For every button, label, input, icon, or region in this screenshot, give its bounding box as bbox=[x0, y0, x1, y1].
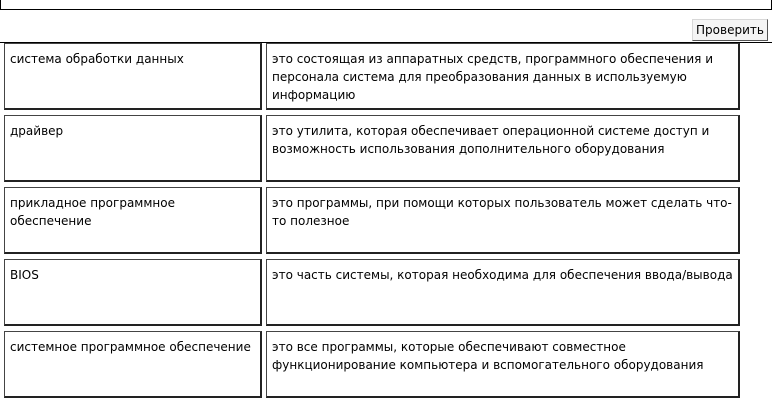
definition-card[interactable]: это часть системы, которая необходима для обеспечения ввода/вывода bbox=[266, 259, 740, 326]
term-card[interactable]: прикладное программное обеспечение bbox=[4, 187, 262, 254]
definition-card[interactable]: это все программы, которые обеспечивают совместное функционирование компьютера и вспомогательного оборудования bbox=[266, 331, 740, 398]
definition-card[interactable]: это утилита, которая обеспечивает операционной системе доступ и возможность использования дополнительного оборудования bbox=[266, 115, 740, 182]
check-button[interactable]: Проверить bbox=[692, 19, 768, 41]
action-bar bbox=[0, 10, 772, 43]
definition-card[interactable]: это программы, при помощи которых пользователь может сделать что-то полезное bbox=[266, 187, 740, 254]
term-card[interactable]: системное программное обеспечение bbox=[4, 331, 262, 398]
term-card[interactable]: BIOS bbox=[4, 259, 262, 326]
top-frame bbox=[0, 0, 772, 10]
definition-card[interactable]: это состоящая из аппаратных средств, программного обеспечения и персонала система для преобразования данных в используемую информацию bbox=[266, 43, 740, 110]
term-card[interactable]: драйвер bbox=[4, 115, 262, 182]
term-card[interactable]: система обработки данных bbox=[4, 43, 262, 110]
